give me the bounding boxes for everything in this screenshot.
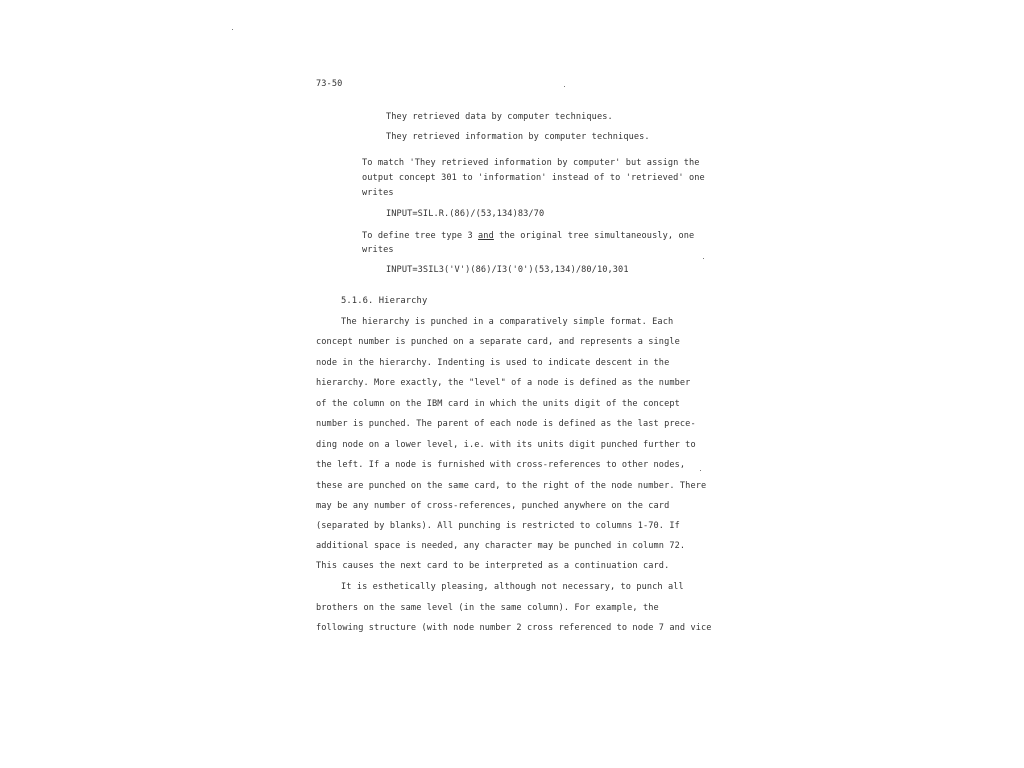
para2-line-2: writes	[362, 245, 394, 255]
para3-line-6: number is punched. The parent of each node is defined as the last prece-	[316, 419, 696, 429]
underlined-word: and	[478, 231, 494, 241]
para3-line-11: (separated by blanks). All punching is restricted to columns 1-70. If	[316, 521, 680, 531]
para3-line-1: The hierarchy is punched in a comparatively simple format. Each	[341, 317, 674, 327]
page-id: 73-50	[316, 79, 343, 89]
code-line-1: INPUT=SIL.R.(86)/(53,134)83/70	[386, 209, 545, 219]
para1-line-3: writes	[362, 188, 394, 198]
para3-line-8: the left. If a node is furnished with cross-references to other nodes,	[316, 460, 686, 470]
para1-line-2: output concept 301 to 'information' instead of to 'retrieved' one	[362, 173, 705, 183]
para2-text-after: the original tree simultaneously, one	[493, 231, 695, 241]
para3-line-7: ding node on a lower level, i.e. with its units digit punched further to	[316, 440, 696, 450]
speck-mark	[232, 29, 233, 30]
para3-line-2: concept number is punched on a separate card, and represents a single	[316, 337, 680, 347]
example-sentence-1: They retrieved data by computer techniques.	[386, 112, 613, 122]
para2-text-before: To define tree type 3	[362, 231, 479, 241]
para3-line-3: node in the hierarchy. Indenting is used to indicate descent in the	[316, 358, 670, 368]
speck-mark	[703, 258, 704, 259]
speck-mark	[564, 86, 565, 87]
section-heading: 5.1.6. Hierarchy	[341, 296, 428, 306]
para3-line-4: hierarchy. More exactly, the "level" of a node is defined as the number	[316, 378, 691, 388]
para1-line-1: To match 'They retrieved information by computer' but assign the	[362, 158, 700, 168]
para3-line-10: may be any number of cross-references, punched anywhere on the card	[316, 501, 670, 511]
para3-line-13: This causes the next card to be interpreted as a continuation card.	[316, 561, 670, 571]
para4-line-3: following structure (with node number 2 cross referenced to node 7 and vice	[316, 623, 712, 633]
para2-line-1	[362, 231, 694, 241]
para3-line-5: of the column on the IBM card in which the units digit of the concept	[316, 399, 680, 409]
speck-mark	[700, 470, 701, 471]
para4-line-1: It is esthetically pleasing, although not necessary, to punch all	[341, 582, 684, 592]
example-sentence-2: They retrieved information by computer techniques.	[386, 132, 650, 142]
code-line-2: INPUT=3SIL3('V')(86)/I3('0')(53,134)/80/10,301	[386, 265, 629, 275]
para3-line-9: these are punched on the same card, to the right of the node number. There	[316, 481, 707, 491]
para4-line-2: brothers on the same level (in the same column). For example, the	[316, 603, 659, 613]
para3-line-12: additional space is needed, any character may be punched in column 72.	[316, 541, 686, 551]
